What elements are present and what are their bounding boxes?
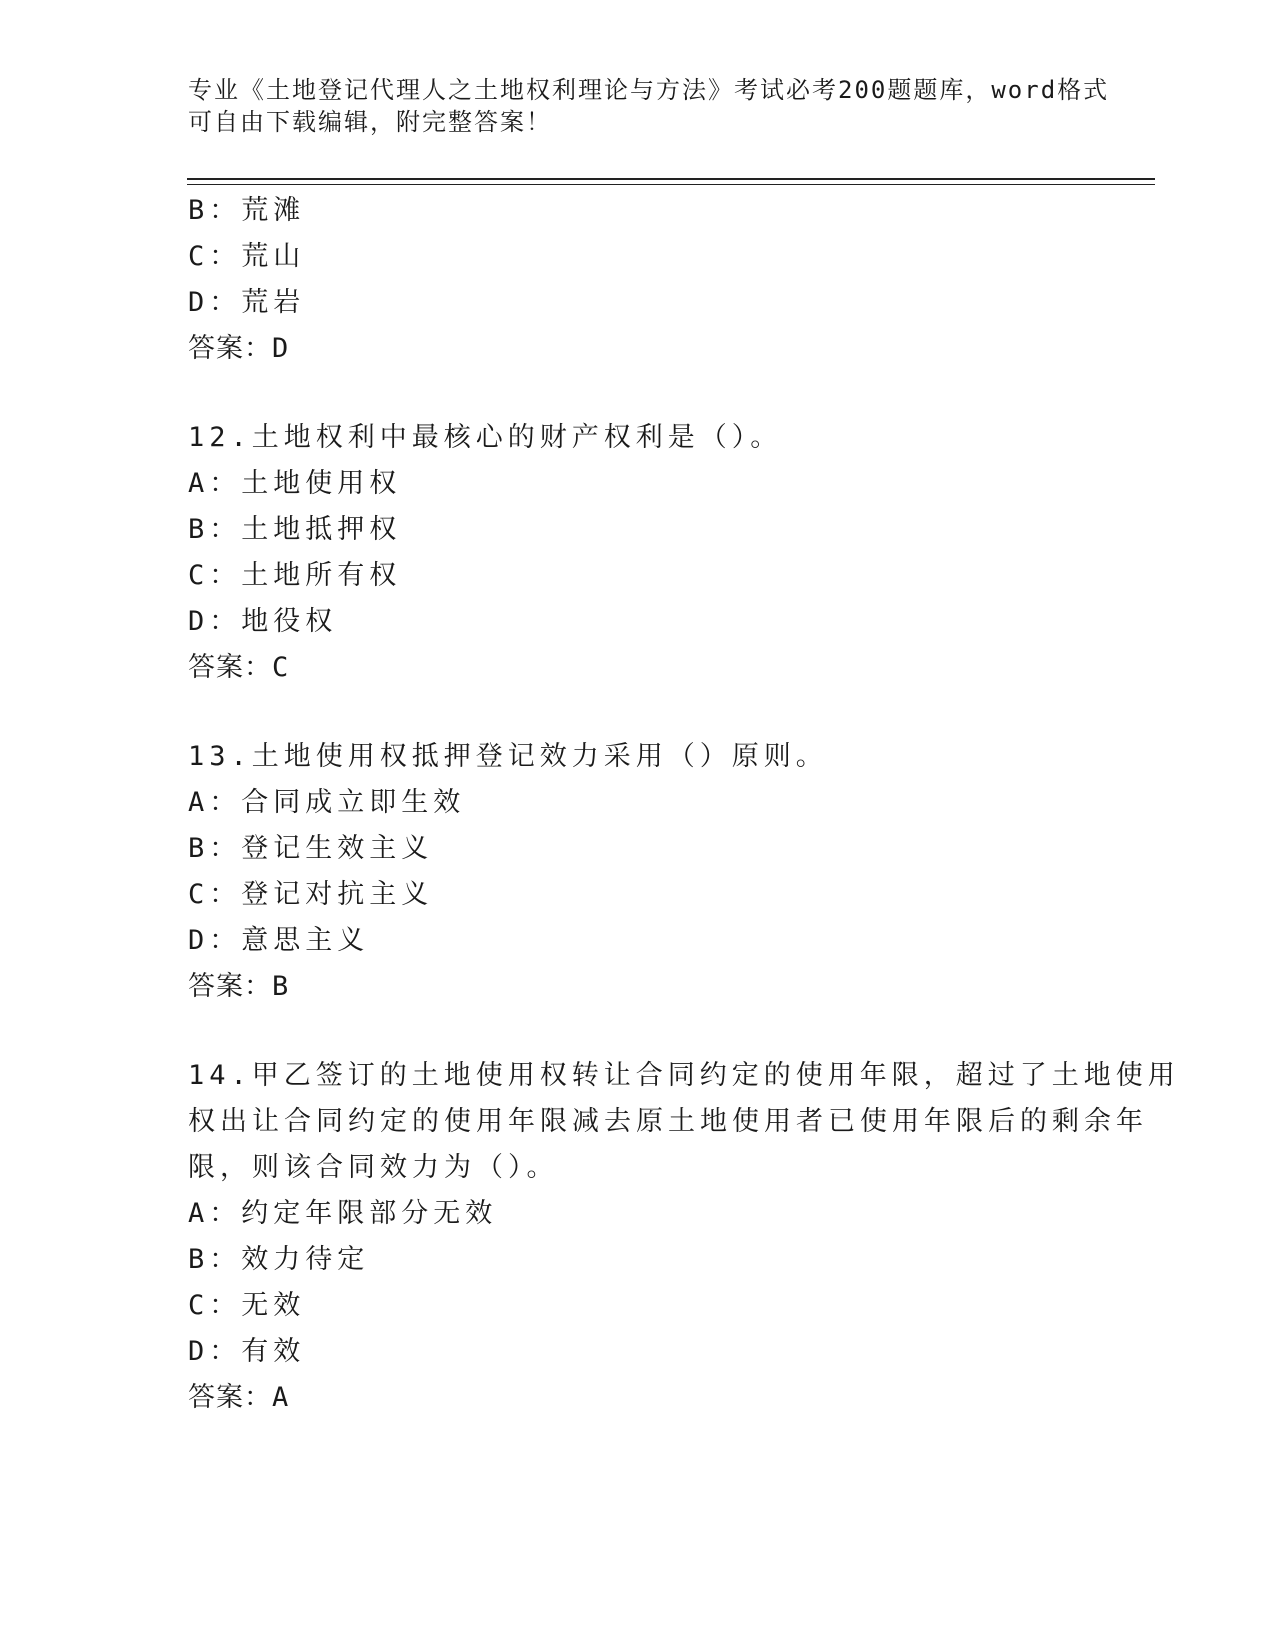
option-c: C：土地所有权 — [188, 560, 402, 591]
option-d: D：意思主义 — [188, 925, 370, 956]
question-stem — [188, 1053, 1180, 1191]
question-stem — [188, 734, 1118, 780]
answer-label: 答案： — [188, 652, 272, 683]
document-header — [188, 74, 1110, 138]
option-d: D：地役权 — [188, 606, 338, 637]
option-a: A：约定年限部分无效 — [188, 1198, 498, 1229]
answer-line — [188, 1375, 1118, 1421]
question-block-12 — [188, 415, 1118, 691]
option-b: B：登记生效主义 — [188, 833, 434, 864]
option-b: B：效力待定 — [188, 1244, 370, 1275]
answer-line — [188, 964, 1118, 1010]
question-block-11 — [188, 188, 1118, 372]
question-text-line-2: 权出让合同约定的使用年限减去原土地使用者已使用年限后的剩余年 — [188, 1106, 1148, 1137]
option-b: B：荒滩 — [188, 195, 306, 226]
question-text: 12.土地权利中最核心的财产权利是（）。 — [188, 422, 783, 453]
answer-value: C — [272, 652, 290, 683]
option-b: B：土地抵押权 — [188, 514, 402, 545]
option-a: A：合同成立即生效 — [188, 787, 466, 818]
header-line-1: 专业《土地登记代理人之土地权利理论与方法》考试必考200题题库，word格式 — [188, 76, 1110, 104]
answer-value: D — [272, 333, 290, 364]
header-divider-thick — [187, 178, 1155, 180]
header-divider-thin — [187, 184, 1155, 185]
answer-line — [188, 645, 1118, 691]
answer-label: 答案： — [188, 333, 272, 364]
answer-value: B — [272, 971, 290, 1002]
question-text-line-1: 14.甲乙签订的土地使用权转让合同约定的使用年限，超过了土地使用 — [188, 1060, 1180, 1091]
question-text-line-3: 限，则该合同效力为（）。 — [188, 1152, 559, 1183]
header-line-2: 可自由下载编辑，附完整答案！ — [188, 108, 552, 136]
option-c: C：无效 — [188, 1290, 306, 1321]
option-c: C：登记对抗主义 — [188, 879, 434, 910]
answer-label: 答案： — [188, 1382, 272, 1413]
answer-label: 答案： — [188, 971, 272, 1002]
answer-line — [188, 326, 1118, 372]
option-d: D：有效 — [188, 1336, 306, 1367]
question-stem — [188, 415, 1118, 461]
option-a: A：土地使用权 — [188, 468, 402, 499]
question-text: 13.土地使用权抵押登记效力采用（）原则。 — [188, 741, 828, 772]
answer-value: A — [272, 1382, 290, 1413]
question-block-13 — [188, 734, 1118, 1010]
question-block-14 — [188, 1053, 1180, 1421]
option-d: D：荒岩 — [188, 287, 306, 318]
option-c: C：荒山 — [188, 241, 306, 272]
question-list — [188, 188, 1180, 1421]
